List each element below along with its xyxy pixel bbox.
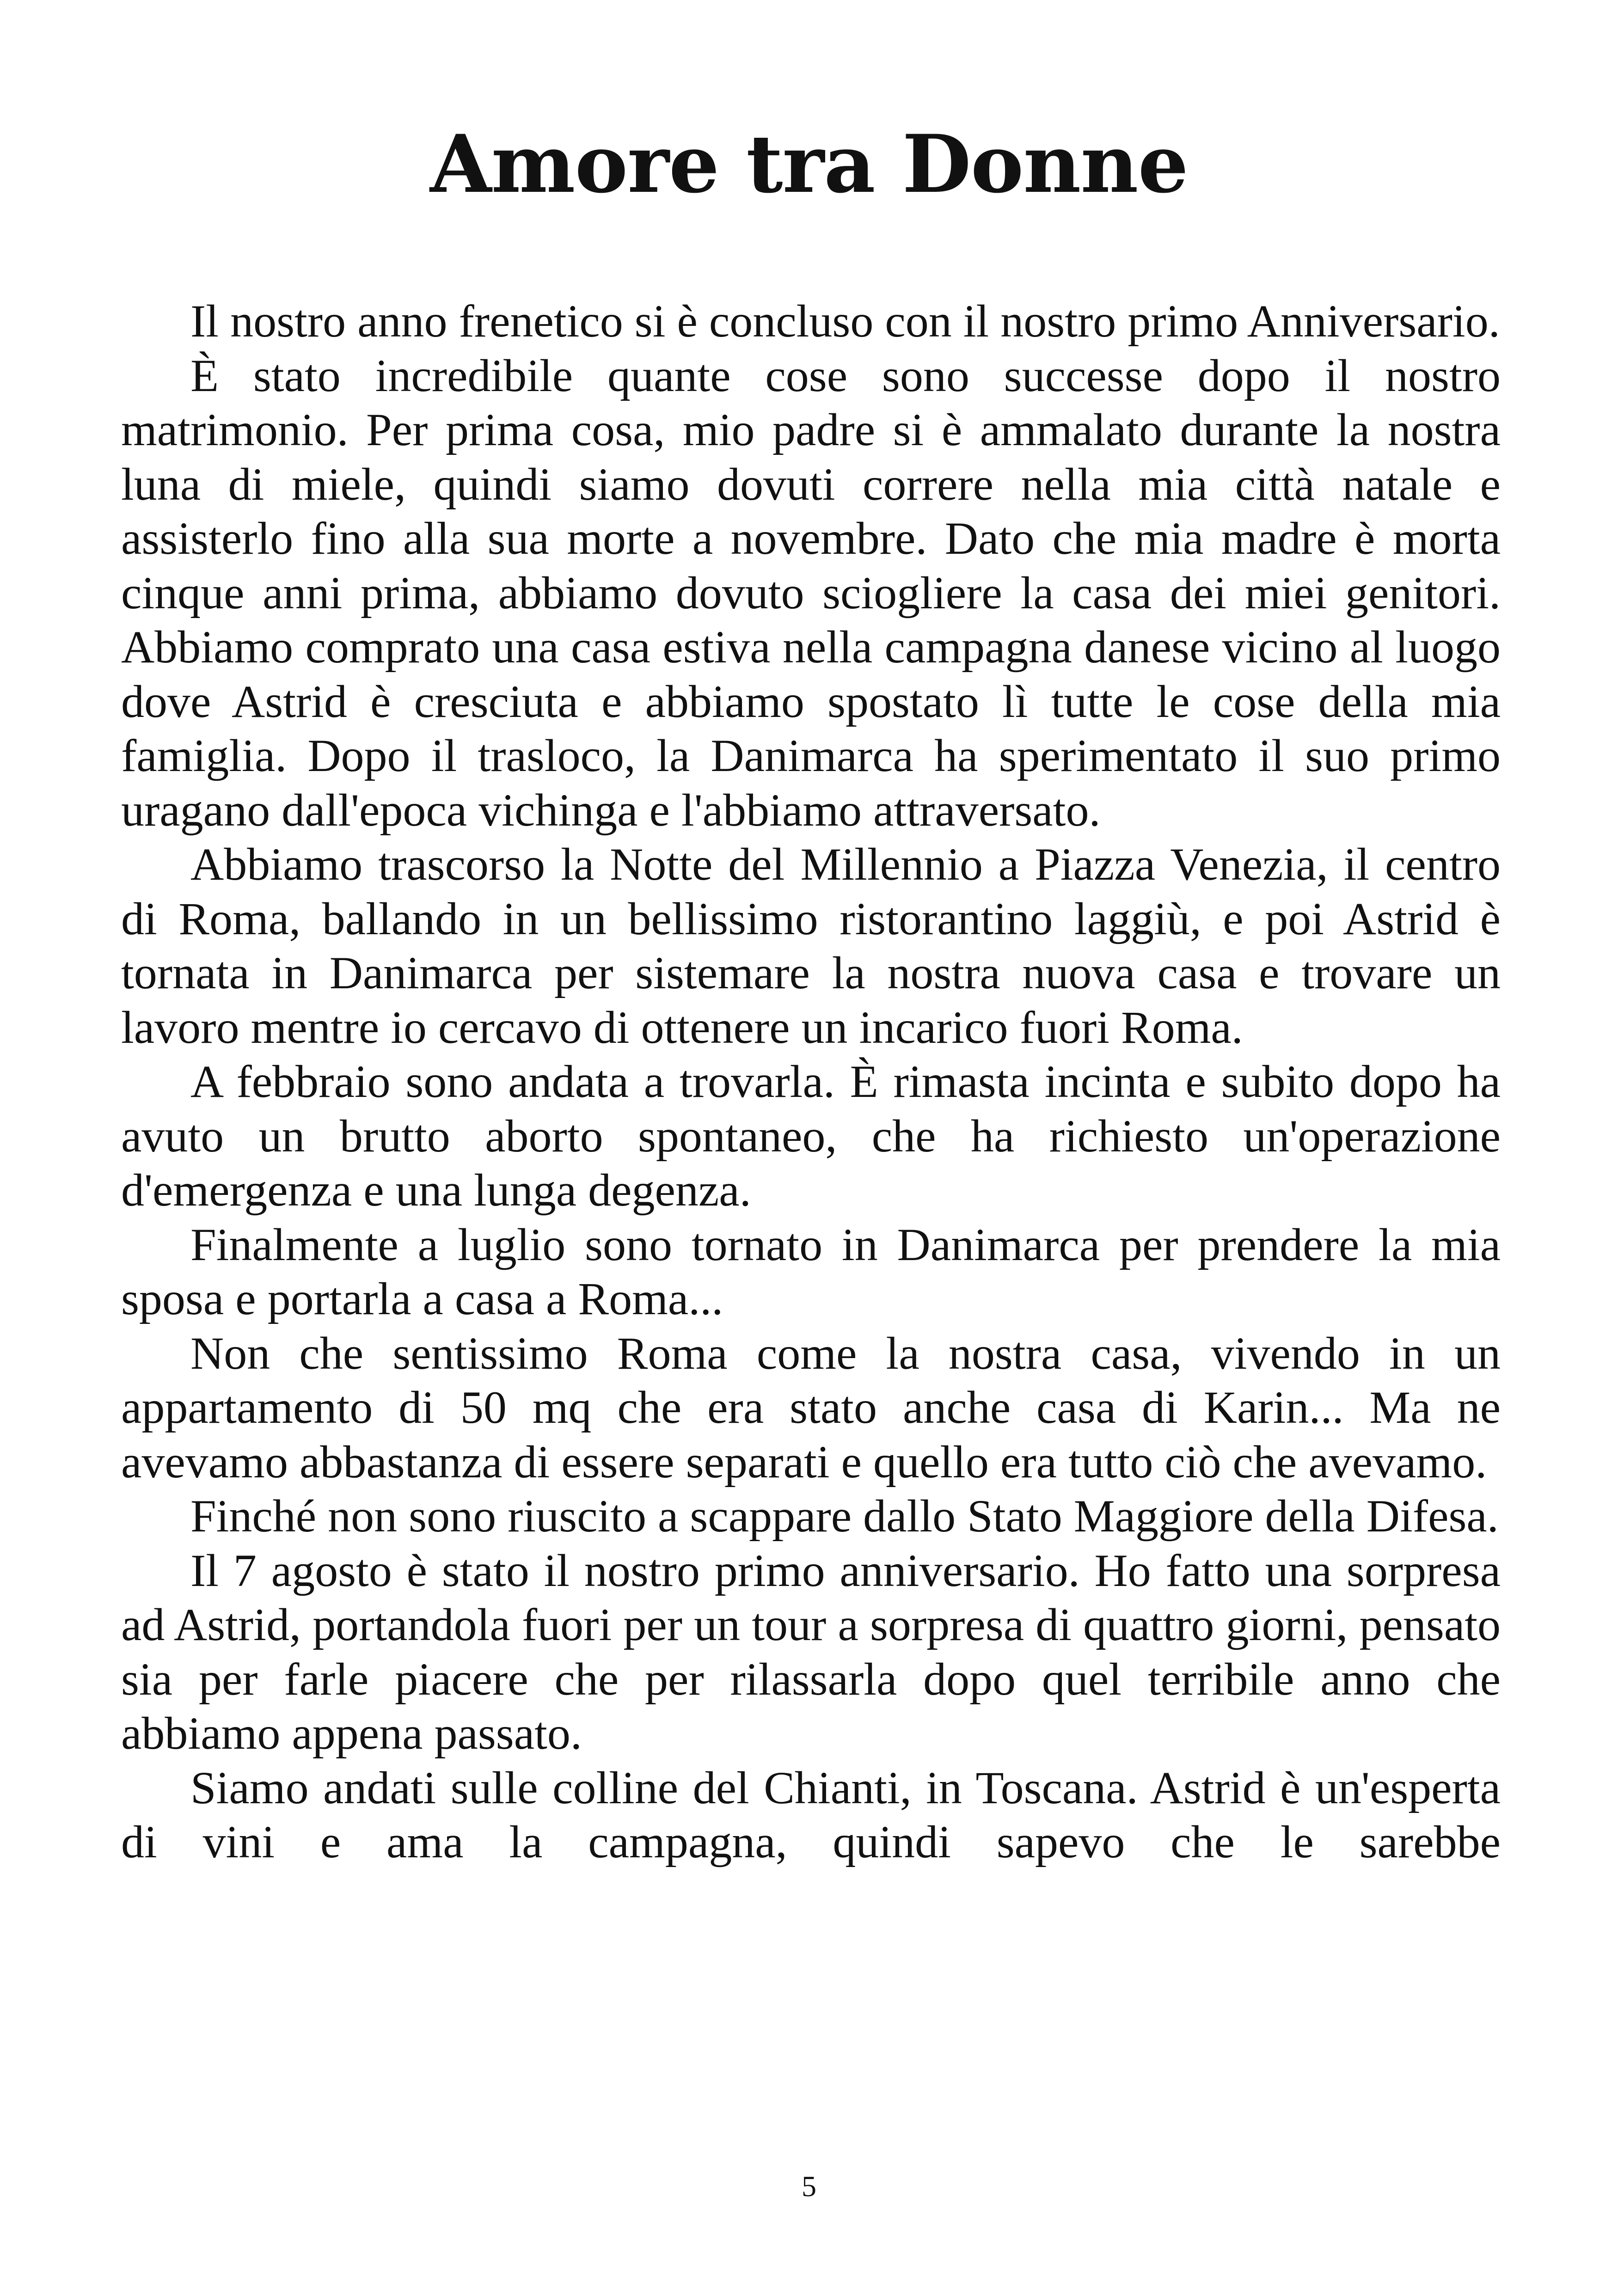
paragraph: Finalmente a luglio sono tornato in Danimarca per prendere la mia sposa e portarla a casa a Roma... [121,1218,1501,1324]
paragraph: Non che sentissimo Roma come la nostra casa, vivendo in un appartamento di 50 mq che era stato anche casa di Karin... Ma ne avevamo abbastanza di essere separati e quello era tutto ciò che avevamo. [121,1327,1501,1488]
paragraph: A febbraio sono andata a trovarla. È rimasta incinta e subito dopo ha avuto un brutto aborto spontaneo, che ha richiesto un'operazione d'emergenza e una lunga degenza. [121,1056,1501,1216]
paragraph: È stato incredibile quante cose sono successe dopo il nostro matrimonio. Per prima cosa, mio padre si è ammalato durante la nostra luna di miele, quindi siamo dovuti correre nella mia città natale e assisterlo fino alla sua morte a novembre. Dato che mia madre è morta cinque anni prima, abbiamo dovuto sciogliere la casa dei miei genitori. Abbiamo comprato una casa estiva nella campagna danese vicino al luogo dove Astrid è cresciuta e abbiamo spostato lì tutte le cose della mia famiglia. Dopo il trasloco, la Danimarca ha sperimentato il suo primo uragano dall'epoca vichinga e l'abbiamo attraversato. [121,349,1501,836]
body-text [121,294,1501,1869]
paragraph: Il nostro anno frenetico si è concluso con il nostro primo Anniversario. [190,295,1500,347]
paragraph-last: Siamo andati sulle colline del Chianti, in Toscana. Astrid è un'esperta di vini e ama la campagna, quindi sapevo che le sarebbe [121,1762,1501,1867]
paragraph: Il 7 agosto è stato il nostro primo anniversario. Ho fatto una sorpresa ad Astrid, portandola fuori per un tour a sorpresa di quattro giorni, pensato sia per farle piacere che per rilassarla dopo quel terribile anno che abbiamo appena passato. [121,1544,1501,1759]
paragraph: Abbiamo trascorso la Notte del Millennio a Piazza Venezia, il centro di Roma, ballando in un bellissimo ristorantino laggiù, e poi Astrid è tornata in Danimarca per sistemare la nostra nuova casa e trovare un lavoro mentre io cercavo di ottenere un incarico fuori Roma. [121,839,1501,1053]
paragraph: Finché non sono riuscito a scappare dallo Stato Maggiore della Difesa. [190,1490,1499,1542]
page-title: Amore tra Donne [430,117,1188,211]
page-number: 5 [802,2170,816,2203]
